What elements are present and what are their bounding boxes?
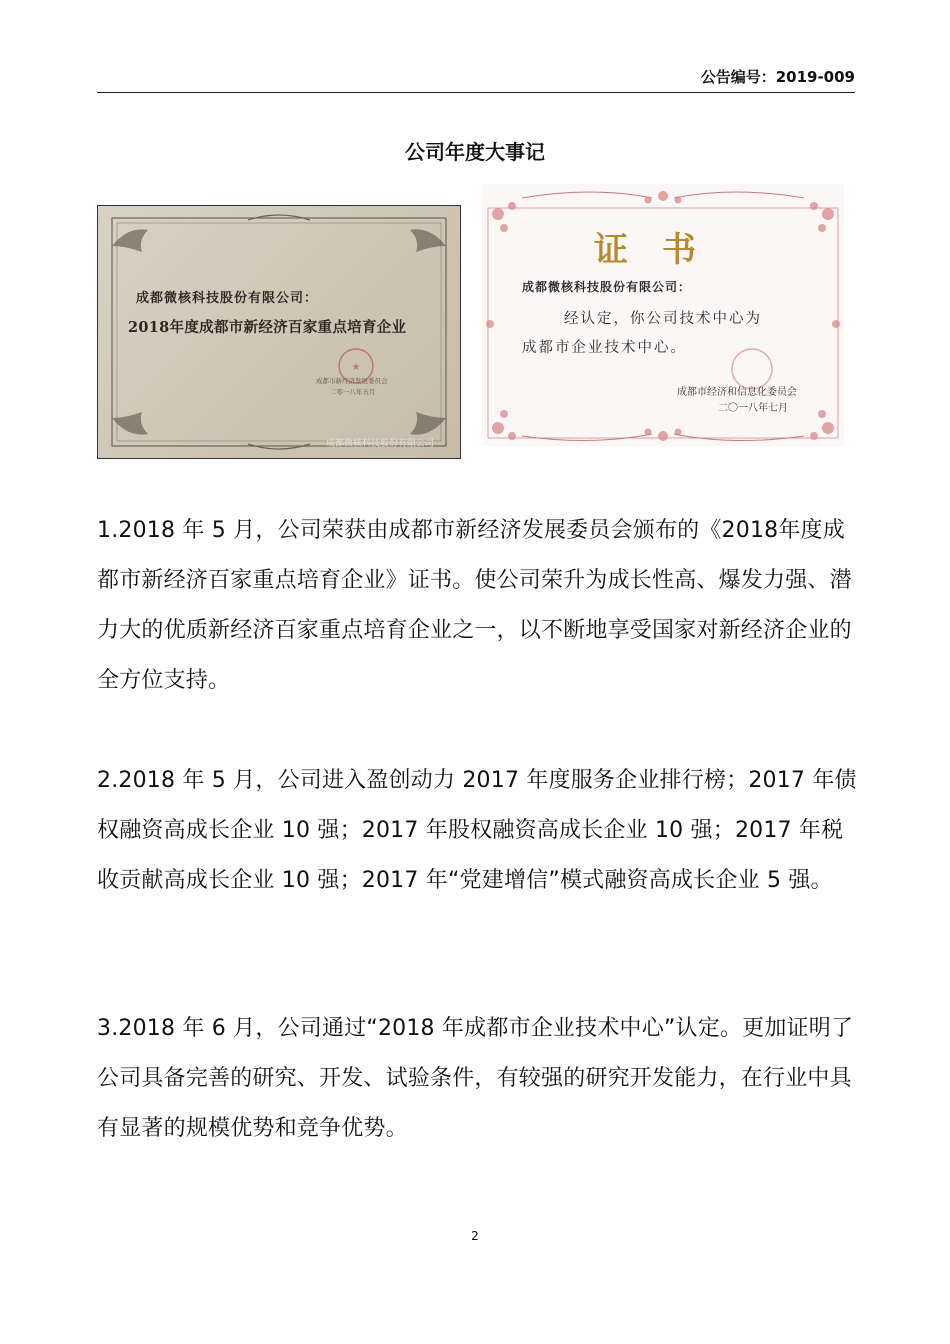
event-paragraph-2: 2.2018 年 5 月，公司进入盈创动力 2017 年度服务企业排行榜；2017 年债权融资高成长企业 10 强；2017 年股权融资高成长企业 10 强；2017 年税收贡献高成长企业 10 强；2017 年“党建增信”模式融资高成长企业 5 强。 [97,768,857,893]
right-cert-issuer: 成都市经济和信息化委员会 [677,387,797,398]
right-cert-line2: 成都市企业技术中心。 [522,340,687,356]
page-number: 2 [471,1229,479,1243]
notice-number: 公告编号：2019-009 [700,68,855,86]
right-cert-line1: 经认定，你公司技术中心为 [564,311,762,327]
page-header [97,62,855,93]
certificate-image-left [97,205,461,459]
page-title: 公司年度大事记 [405,140,545,164]
svg-text:★: ★ [351,362,361,373]
left-cert-issuer: 成都市新经济发展委员会 [316,377,388,385]
left-cert-title: 2018年度成都市新经济百家重点培育企业 [128,319,407,336]
right-cert-heading: 证书 [594,230,730,270]
certificate-image-right [482,184,844,446]
right-cert-company: 成都微核科技股份有限公司： [522,280,692,294]
left-cert-date: 二零一八年五月 [330,388,376,396]
event-paragraph-3: 3.2018 年 6 月，公司通过“2018 年成都市企业技术中心”认定。更加证明了公司具备完善的研究、开发、试验条件，有较强的研究开发能力，在行业中具有显著的规模优势和竞争优势。 [97,1016,854,1141]
left-cert-company: 成都微核科技股份有限公司： [136,291,319,306]
event-paragraph-1: 1.2018 年 5 月，公司荣获由成都市新经济发展委员会颁布的《2018年度成都市新经济百家重点培育企业》证书。使公司荣升为成长性高、爆发力强、潜力大的优质新经济百家重点培育企业之一，以不断地享受国家对新经济企业的全方位支持。 [97,518,852,693]
right-cert-date: 二〇一八年七月 [718,403,788,414]
left-cert-watermark: 成都微核科技股份有限公司 [326,439,435,449]
